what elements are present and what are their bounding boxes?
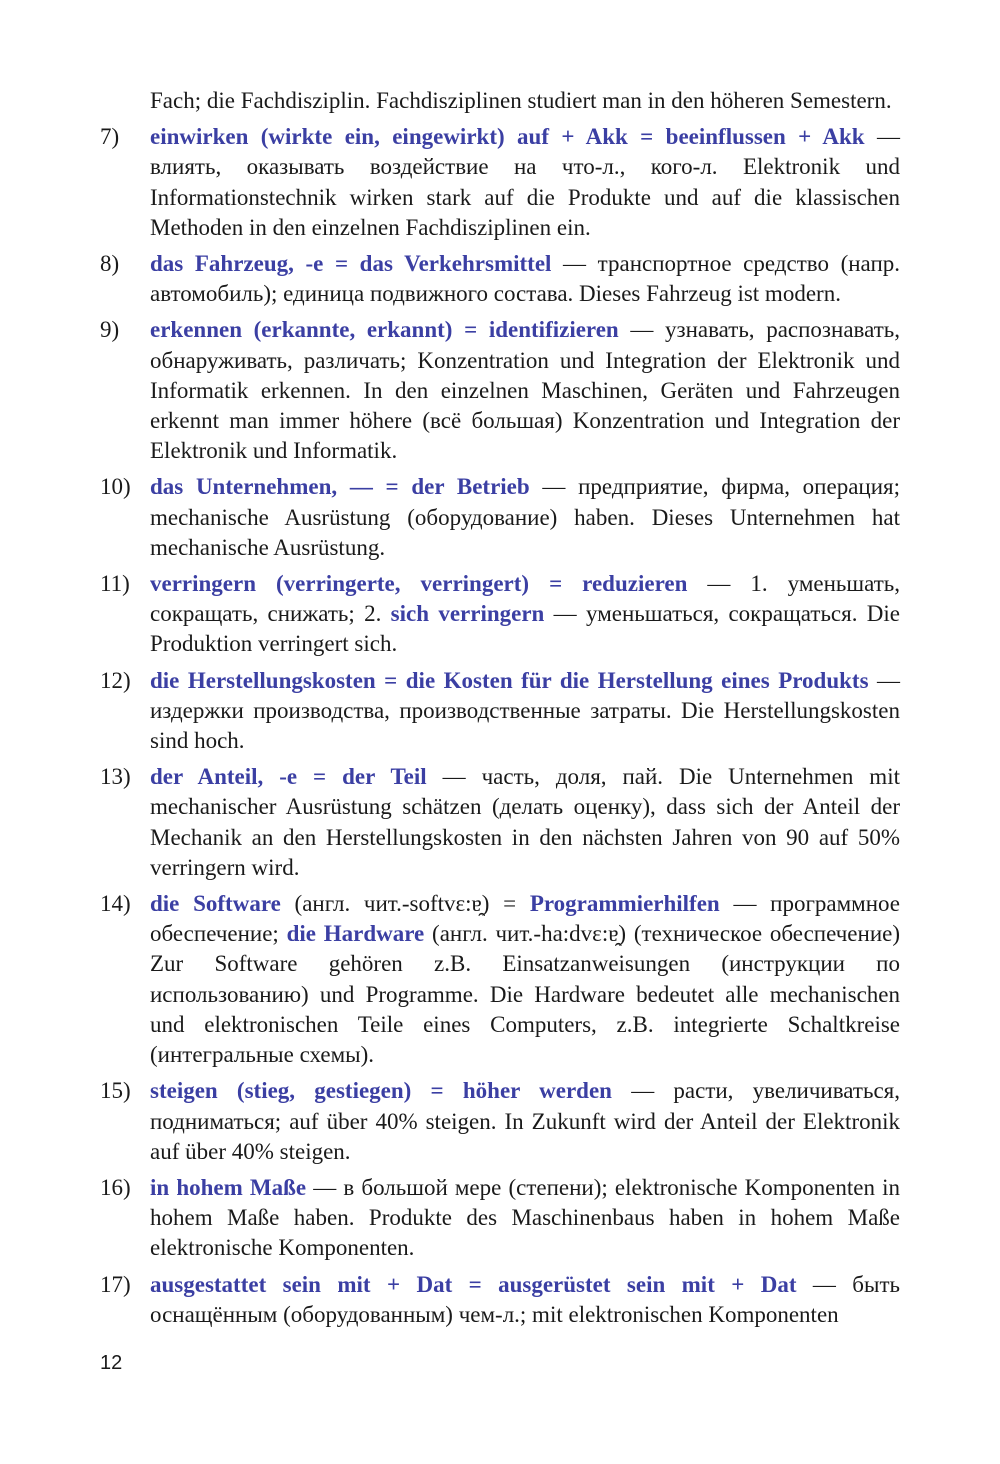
entry-number: 8) (100, 251, 120, 277)
entry-plain-text: — в большой мере (степени); elektronische Komponenten in hohem Maße haben. Produkte des Maschinenbaus haben in hohem Maße elektronische Komponenten. (150, 1174, 900, 1261)
entry-headword: die Software (150, 891, 281, 917)
vocabulary-list (100, 86, 900, 1336)
entry-plain-text: — предприятие, фирма, операция; mechanische Ausrüstung (оборудование) haben. Dieses Unternehmen hat mechanische Ausrüstung. (150, 474, 900, 560)
entry-plain-text: (англ. чит.-softvɛ:ɐ̯) = (280, 891, 530, 917)
entry-number: 13) (100, 764, 131, 790)
entry-text (150, 889, 900, 1070)
vocab-entry-16 (100, 1173, 900, 1264)
entry-plain-text: — быть оснащённым (оборудованным) чем-л.; mit elektronischen Komponenten (150, 1271, 900, 1327)
entry-plain-text: (англ. чит.-ha:dvɛ:ɐ̯) (техническое обеспечение) Zur Software gehören z.B. Einsatzanweisungen (инструкции по использованию) und Programme. Die Hardware bedeutet alle mechanischen und elektronischen Teile eines Computers, z.B. integrierte Schaltkreise (интегральные схемы). (150, 921, 900, 1068)
entry-plain-text: — узнавать, распознавать, обнаруживать, различать; Konzentration und Integration der Elektronik und Informatik erkennen. In den einzelnen Maschinen, Geräten und Fahrzeugen erkennt man immer höhere (всё большая) Konzentration und Integration der Elektronik und Informatik. (150, 317, 900, 464)
vocab-entry-13 (100, 762, 900, 883)
entry-text (150, 315, 900, 466)
vocab-entry-7 (100, 122, 900, 243)
entry-headword: erkennen (erkannte, erkannt) = identifizieren (150, 317, 619, 343)
entry-text (150, 1076, 900, 1167)
entry-headword-secondary: sich verringern (390, 601, 545, 627)
entry-text (150, 249, 900, 309)
entry-plain-text: — расти, увеличиваться, подниматься; auf über 40% steigen. In Zukunft wird der Anteil der Elektronik auf über 40% steigen. (150, 1078, 900, 1164)
page-number: 12 (100, 1352, 123, 1374)
entry-headword: das Fahrzeug, -e = das Verkehrsmittel (150, 251, 552, 277)
entry-number: 14) (100, 891, 131, 917)
vocab-entry-10 (100, 472, 900, 563)
entry-plain-text: — часть, доля, пай. Die Unternehmen mit mechanischer Ausrüstung schätzen (делать оценку), dass sich der Anteil der Mechanik an den Herstellungskosten in den nächsten Jahren von 90 auf 50% verringern wird. (150, 764, 900, 880)
entry-number: 7) (100, 124, 120, 150)
entry-number: 17) (100, 1271, 131, 1297)
entry-text (150, 122, 900, 243)
entry-plain-text: — транспортное средство (напр. автомобиль); единица подвижного состава. Dieses Fahrzeug ist modern. (150, 251, 900, 307)
entry-number: 10) (100, 474, 131, 500)
entry-headword-secondary: Programmierhilfen (529, 891, 720, 917)
vocab-entry-15 (100, 1076, 900, 1167)
vocab-entry-12 (100, 666, 900, 757)
vocab-entry-11 (100, 569, 900, 660)
entry-plain-text: — программное обеспечение; (150, 891, 900, 947)
entry-plain-text: — издержки производства, производственные затраты. Die Herstellungskosten sind hoch. (150, 667, 900, 754)
entry-text (150, 762, 900, 883)
entry-headword: in hohem Maße (150, 1174, 307, 1200)
entry-headword: ausgestattet sein mit + Dat = ausgerüstet sein mit + Dat (150, 1271, 797, 1297)
vocab-entry-14 (100, 889, 900, 1070)
entry-headword: die Herstellungskosten = die Kosten für die Herstellung eines Produkts (150, 667, 869, 693)
entry-text (150, 86, 900, 116)
vocab-entry-continued (100, 86, 900, 116)
entry-number: 16) (100, 1174, 131, 1200)
vocab-entry-17 (100, 1270, 900, 1330)
entry-headword: einwirken (wirkte ein, eingewirkt) auf + Akk = beeinflussen + Akk (150, 124, 865, 150)
entry-text (150, 472, 900, 563)
entry-text (150, 1173, 900, 1264)
entry-headword: das Unternehmen, — = der Betrieb (150, 474, 530, 500)
entry-headword: der Anteil, -e = der Teil (150, 764, 427, 790)
entry-headword: verringern (verringerte, verringert) = reduzieren (150, 571, 688, 597)
entry-plain-text: Fach; die Fachdisziplin. Fachdisziplinen studiert man in den höheren Semestern. (150, 88, 892, 113)
entry-text (150, 666, 900, 757)
entry-headword: steigen (stieg, gestiegen) = höher werden (150, 1078, 612, 1104)
entry-plain-text: — 1. уменьшать, сокращать, снижать; 2. (150, 571, 900, 627)
entry-number: 12) (100, 667, 131, 693)
entry-number: 9) (100, 317, 120, 343)
vocab-entry-8 (100, 249, 900, 309)
entry-number: 15) (100, 1078, 131, 1104)
entry-headword-secondary: die Hardware (286, 921, 425, 947)
entry-number: 11) (100, 571, 130, 597)
entry-plain-text: — влиять, оказывать воздействие на что-л., кого-л. Elektronik und Informationstechnik wirken stark auf die Produkte und auf die klassischen Methoden in den einzelnen Fachdisziplinen ein. (150, 124, 900, 240)
vocab-entry-9 (100, 315, 900, 466)
entry-plain-text: — уменьшаться, сокращаться. Die Produktion verringert sich. (150, 601, 900, 657)
entry-text (150, 1270, 900, 1330)
entry-text (150, 569, 900, 660)
